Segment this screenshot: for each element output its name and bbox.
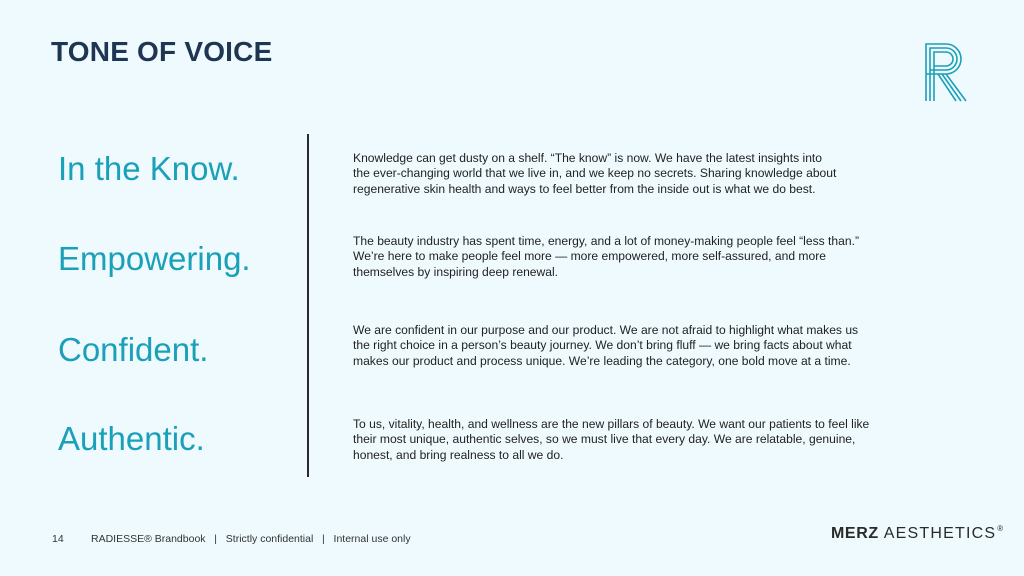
paragraph-empowering: [353, 234, 913, 280]
paragraph-line: makes our product and process unique. We’re leading the category, one bold move at a time.: [353, 353, 851, 368]
paragraph-line: To us, vitality, health, and wellness are the new pillars of beauty. We want our patients to feel like: [353, 417, 870, 431]
logo-word-aesthetics: AESTHETICS: [883, 525, 997, 542]
paragraph-line: regenerative skin health and ways to feel better from the inside out is what we do best.: [353, 181, 816, 196]
paragraph-line: their most unique, authentic selves, so we must live that every day. We are relatable, genuine,: [353, 432, 856, 447]
paragraph-confident: [353, 323, 913, 369]
paragraph-authentic: [353, 417, 913, 463]
paragraph-line: Knowledge can get dusty on a shelf. “The know” is now. We have the latest insights into: [353, 151, 823, 165]
slide-title: TONE OF VOICE: [51, 36, 273, 67]
logo-word-merz: MERZ: [831, 525, 879, 542]
heading-in-the-know: In the Know.: [58, 150, 240, 187]
footer-text: RADIESSE® Brandbook | Strictly confidential | Internal use only: [91, 533, 411, 545]
registered-mark: ®: [997, 524, 1004, 533]
merz-aesthetics-logo: [831, 525, 1004, 543]
paragraph-line: honest, and bring realness to all we do.: [353, 447, 564, 462]
paragraph-line: We are confident in our purpose and our product. We are not afraid to highlight what makes us: [353, 323, 859, 337]
paragraph-in-the-know: [353, 151, 913, 197]
radiesse-r-logo-icon: [922, 42, 976, 102]
heading-confident: Confident.: [58, 331, 209, 368]
paragraph-line: the ever-changing world that we live in, and we keep no secrets. Sharing knowledge about: [353, 166, 837, 181]
heading-authentic: Authentic.: [58, 420, 205, 457]
paragraph-line: The beauty industry has spent time, energy, and a lot of money-making people feel “less than.”: [353, 234, 859, 248]
paragraph-line: We’re here to make people feel more — more empowered, more self-assured, and more: [353, 249, 826, 264]
heading-empowering: Empowering.: [58, 240, 251, 277]
page-number: 14: [52, 533, 64, 545]
paragraph-line: the right choice in a person’s beauty journey. We don’t bring fluff — we bring facts about what: [353, 338, 852, 353]
vertical-divider: [307, 134, 309, 477]
paragraph-line: themselves by inspiring deep renewal.: [353, 264, 559, 279]
